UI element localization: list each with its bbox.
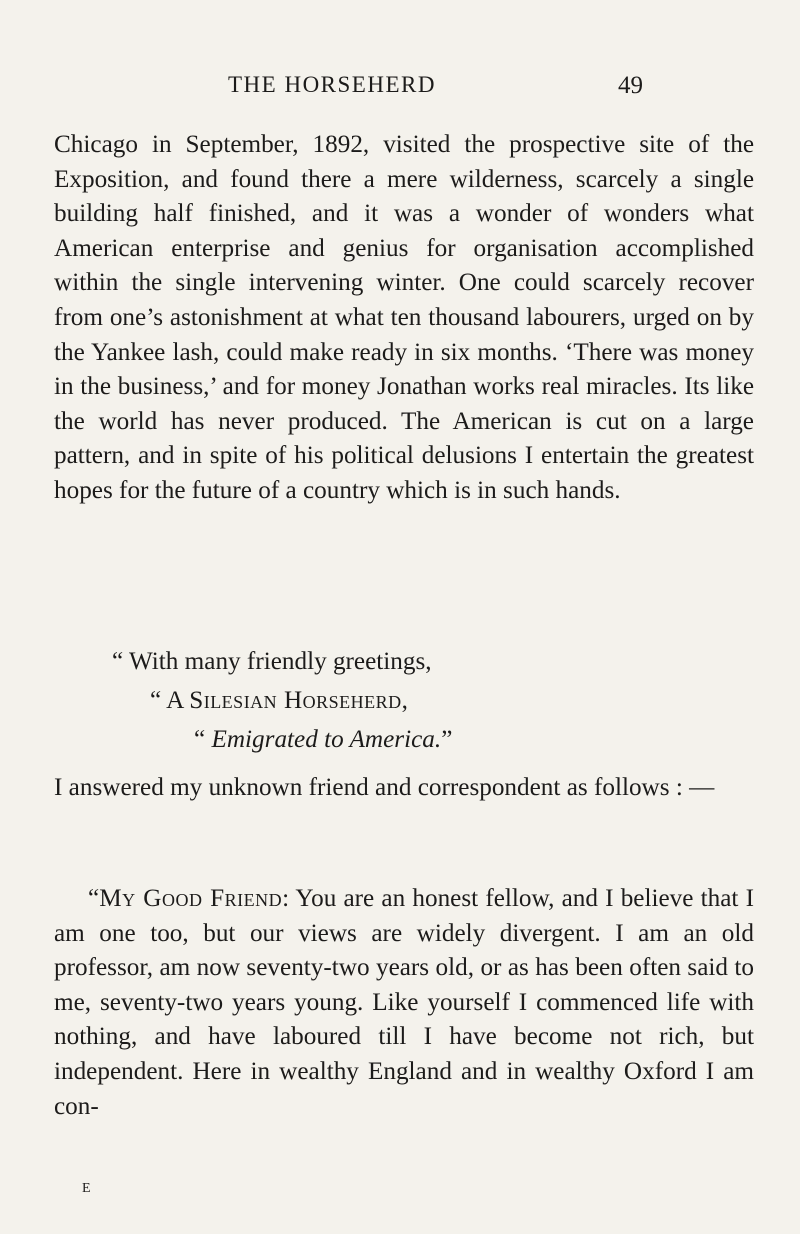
paragraph-letter-end: Chicago in September, 1892, visited the prospective site of the Exposition, and found there a mere wilderness, scarcely a single building half finished, and it was a wonder of wonders what American enterprise and genius for organisation accomplished within the single intervening winter. One could scarcely recover from one’s astonishment at what ten thousand labourers, urged on by the Yankee lash, could make ready in six months. ‘There was money in the business,’ and for money Jonathan works real miracles. Its like the world has never produced. The American is cut on a large pattern, and in spite of his political delusions I entertain the greatest hopes for the future of a country which is in such hands. (54, 131, 754, 504)
paragraph-reply (54, 882, 754, 1124)
letter-signature (150, 684, 408, 718)
reply-salutation: My Good Friend (99, 885, 283, 912)
note-quote-open: “ (194, 726, 212, 753)
closing-greeting (112, 645, 432, 679)
reply-text: : You are an honest fellow, and I believe that I am one too, but our views are widely divergent. I am an old professor, am now seventy-two years old, or as has been often said to me, seventy-two years young. Like yourself I commenced life with nothing, and have laboured till I have become not rich, but independent. Here in wealthy England and in wealthy Oxford I am con- (54, 885, 754, 1120)
signature-quote: “ A (150, 687, 190, 714)
signature-name: Silesian Horseherd, (189, 687, 409, 714)
running-head: THE HORSEHERD (228, 72, 436, 97)
page-number: 49 (618, 72, 643, 99)
letter-signature-note (194, 723, 452, 757)
reply-quote-open: “ (88, 885, 100, 912)
signature-mark: E (82, 1181, 92, 1196)
paragraph-reply-intro: I answered my unknown friend and correspondent as follows : — (54, 774, 715, 801)
note-quote-close: ” (441, 726, 453, 753)
note-text: Emigrated to America. (211, 726, 442, 753)
greeting-line: “ With many friendly greetings, (112, 648, 432, 675)
